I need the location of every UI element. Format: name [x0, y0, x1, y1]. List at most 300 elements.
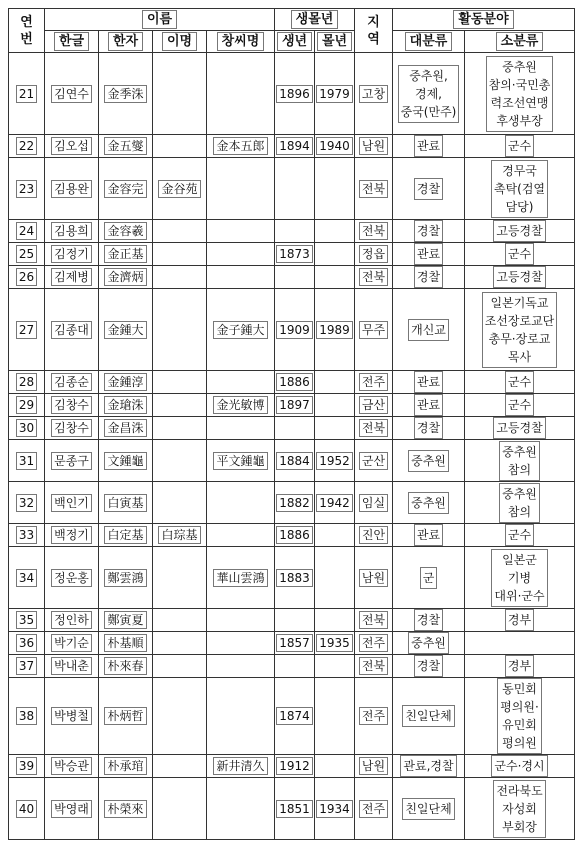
header-birth: 생년	[275, 31, 315, 53]
table-row	[9, 440, 575, 482]
table-row	[9, 371, 575, 394]
no-value: 28	[16, 373, 37, 391]
table-row	[9, 524, 575, 547]
cell-alias	[153, 755, 207, 778]
hangul-value: 정인하	[51, 611, 92, 629]
table-row	[9, 755, 575, 778]
cell-major	[393, 524, 465, 547]
hangul-value: 박병철	[51, 707, 92, 725]
major-value: 친일단체	[402, 705, 454, 727]
soshi-value: 新井清久	[213, 757, 267, 775]
birth-value: 1896	[276, 85, 313, 103]
no-value: 33	[16, 526, 37, 544]
cell-hangul	[45, 609, 99, 632]
cell-no	[9, 266, 45, 289]
cell-death	[315, 266, 355, 289]
cell-no	[9, 632, 45, 655]
cell-hanja	[99, 655, 153, 678]
cell-major	[393, 632, 465, 655]
region-value: 정읍	[359, 245, 388, 263]
cell-region	[355, 609, 393, 632]
minor-value: 군수·경시	[491, 755, 547, 777]
cell-no	[9, 53, 45, 135]
cell-hanja	[99, 243, 153, 266]
cell-birth	[275, 135, 315, 158]
hanja-value: 鄭寅夏	[104, 611, 146, 629]
cell-region	[355, 135, 393, 158]
document-page	[8, 8, 575, 840]
cell-birth	[275, 158, 315, 220]
region-value: 전북	[359, 222, 388, 240]
region-value: 진안	[359, 526, 388, 544]
header-soshi: 창씨명	[207, 31, 275, 53]
hangul-value: 김창수	[51, 396, 92, 414]
cell-alias	[153, 655, 207, 678]
minor-value: 고등경찰	[493, 220, 545, 242]
cell-major	[393, 440, 465, 482]
no-value: 36	[16, 634, 37, 652]
cell-hanja	[99, 524, 153, 547]
death-value: 1940	[316, 137, 353, 155]
birth-value: 1851	[276, 800, 313, 818]
header-hangul: 한글	[45, 31, 99, 53]
collaborator-table	[8, 8, 575, 840]
region-value: 전북	[359, 657, 388, 675]
no-value: 26	[16, 268, 37, 286]
cell-hanja	[99, 547, 153, 609]
hangul-value: 박내춘	[51, 657, 92, 675]
minor-value: 고등경찰	[493, 266, 545, 288]
hanja-value: 朴來春	[104, 657, 146, 675]
cell-minor	[465, 266, 575, 289]
cell-no	[9, 243, 45, 266]
cell-death	[315, 482, 355, 524]
cell-minor	[465, 440, 575, 482]
cell-soshi	[207, 632, 275, 655]
cell-no	[9, 778, 45, 840]
hangul-value: 백인기	[51, 494, 92, 512]
cell-soshi	[207, 547, 275, 609]
cell-birth	[275, 547, 315, 609]
minor-value: 군수	[505, 243, 534, 265]
birth-value: 1873	[276, 245, 313, 263]
minor-value: 군수	[505, 394, 534, 416]
cell-birth	[275, 417, 315, 440]
cell-birth	[275, 289, 315, 371]
table-row	[9, 678, 575, 755]
cell-minor	[465, 394, 575, 417]
major-value: 관료,경찰	[400, 755, 456, 777]
soshi-value: 金光敏博	[213, 396, 267, 414]
cell-soshi	[207, 440, 275, 482]
hanja-value: 白定基	[104, 526, 146, 544]
cell-region	[355, 53, 393, 135]
cell-hanja	[99, 371, 153, 394]
hangul-value: 김종순	[51, 373, 92, 391]
cell-alias	[153, 547, 207, 609]
no-value: 31	[16, 452, 37, 470]
cell-birth	[275, 266, 315, 289]
major-value: 관료	[414, 394, 443, 416]
hanja-value: 金鍾大	[104, 321, 146, 339]
region-value: 무주	[359, 321, 388, 339]
region-value: 임실	[359, 494, 388, 512]
cell-major	[393, 655, 465, 678]
cell-birth	[275, 482, 315, 524]
cell-minor	[465, 609, 575, 632]
header-field-group: 활동분야	[393, 9, 575, 31]
cell-hangul	[45, 394, 99, 417]
birth-value: 1909	[276, 321, 313, 339]
cell-no	[9, 158, 45, 220]
cell-soshi	[207, 243, 275, 266]
cell-minor	[465, 547, 575, 609]
minor-value: 고등경찰	[493, 417, 545, 439]
header-minor: 소분류	[465, 31, 575, 53]
cell-region	[355, 678, 393, 755]
death-value: 1979	[316, 85, 353, 103]
cell-no	[9, 547, 45, 609]
cell-death	[315, 547, 355, 609]
major-value: 경찰	[414, 266, 443, 288]
header-death: 몰년	[315, 31, 355, 53]
hanja-value: 金昌洙	[104, 419, 146, 437]
cell-death	[315, 655, 355, 678]
hanja-value: 朴炳哲	[104, 707, 146, 725]
cell-hanja	[99, 440, 153, 482]
cell-minor	[465, 371, 575, 394]
cell-no	[9, 655, 45, 678]
cell-region	[355, 289, 393, 371]
header-name-group: 이름	[45, 9, 275, 31]
cell-death	[315, 289, 355, 371]
table-row	[9, 417, 575, 440]
cell-minor	[465, 158, 575, 220]
no-value: 29	[16, 396, 37, 414]
major-value: 중추원	[408, 632, 449, 654]
major-value: 개신교	[408, 319, 449, 341]
cell-death	[315, 220, 355, 243]
cell-hanja	[99, 266, 153, 289]
cell-death	[315, 440, 355, 482]
cell-minor	[465, 755, 575, 778]
no-value: 40	[16, 800, 37, 818]
cell-hangul	[45, 778, 99, 840]
major-value: 경찰	[414, 609, 443, 631]
major-value: 경찰	[414, 220, 443, 242]
region-value: 전주	[359, 634, 388, 652]
hangul-value: 문종구	[51, 452, 92, 470]
cell-hanja	[99, 220, 153, 243]
cell-region	[355, 158, 393, 220]
cell-minor	[465, 220, 575, 243]
cell-alias	[153, 417, 207, 440]
cell-soshi	[207, 609, 275, 632]
cell-region	[355, 655, 393, 678]
major-value: 관료	[414, 371, 443, 393]
birth-value: 1874	[276, 707, 313, 725]
cell-major	[393, 755, 465, 778]
hangul-value: 김연수	[51, 85, 92, 103]
cell-death	[315, 778, 355, 840]
cell-hangul	[45, 417, 99, 440]
cell-region	[355, 266, 393, 289]
region-value: 남원	[359, 757, 388, 775]
cell-soshi	[207, 678, 275, 755]
cell-hanja	[99, 678, 153, 755]
cell-major	[393, 609, 465, 632]
death-value: 1989	[316, 321, 353, 339]
cell-death	[315, 524, 355, 547]
cell-hanja	[99, 609, 153, 632]
cell-alias	[153, 778, 207, 840]
cell-no	[9, 440, 45, 482]
cell-death	[315, 158, 355, 220]
table-row	[9, 778, 575, 840]
cell-hanja	[99, 417, 153, 440]
birth-value: 1912	[276, 757, 313, 775]
death-value: 1952	[316, 452, 353, 470]
minor-value: 전라북도 자성회 부회장	[493, 780, 545, 838]
cell-region	[355, 243, 393, 266]
cell-minor	[465, 243, 575, 266]
cell-no	[9, 371, 45, 394]
cell-soshi	[207, 394, 275, 417]
table-row	[9, 289, 575, 371]
cell-birth	[275, 609, 315, 632]
cell-soshi	[207, 135, 275, 158]
cell-alias	[153, 440, 207, 482]
minor-value: 동민회 평의원· 유민회 평의원	[497, 678, 542, 754]
hangul-value: 김용완	[51, 180, 92, 198]
major-value: 친일단체	[402, 798, 454, 820]
no-value: 22	[16, 137, 37, 155]
hanja-value: 朴承琯	[104, 757, 146, 775]
soshi-value: 平文鍾龜	[213, 452, 267, 470]
cell-region	[355, 220, 393, 243]
death-value: 1934	[316, 800, 353, 818]
no-value: 30	[16, 419, 37, 437]
region-value: 전북	[359, 268, 388, 286]
cell-hangul	[45, 158, 99, 220]
minor-value: 중추원 참의	[499, 441, 540, 481]
cell-hangul	[45, 755, 99, 778]
major-value: 경찰	[414, 178, 443, 200]
cell-birth	[275, 243, 315, 266]
cell-no	[9, 524, 45, 547]
cell-soshi	[207, 220, 275, 243]
cell-alias	[153, 524, 207, 547]
major-value: 군	[420, 567, 438, 589]
cell-region	[355, 632, 393, 655]
hanja-value: 白寅基	[104, 494, 146, 512]
cell-no	[9, 482, 45, 524]
no-value: 37	[16, 657, 37, 675]
cell-minor	[465, 678, 575, 755]
hanja-value: 金容完	[104, 180, 146, 198]
cell-hanja	[99, 482, 153, 524]
cell-major	[393, 547, 465, 609]
no-value: 24	[16, 222, 37, 240]
region-value: 전주	[359, 800, 388, 818]
cell-soshi	[207, 655, 275, 678]
cell-hangul	[45, 655, 99, 678]
cell-death	[315, 632, 355, 655]
cell-major	[393, 220, 465, 243]
region-value: 고창	[359, 85, 388, 103]
cell-no	[9, 394, 45, 417]
hangul-value: 김정기	[51, 245, 92, 263]
hangul-value: 김제병	[51, 268, 92, 286]
minor-value: 일본기독교 조선장로교단 총무·장로교 목사	[482, 292, 558, 368]
cell-major	[393, 417, 465, 440]
hangul-value: 김종대	[51, 321, 92, 339]
header-life-group: 생몰년	[275, 9, 355, 31]
birth-value: 1886	[276, 526, 313, 544]
cell-birth	[275, 220, 315, 243]
cell-major	[393, 394, 465, 417]
cell-alias	[153, 220, 207, 243]
cell-major	[393, 289, 465, 371]
cell-no	[9, 609, 45, 632]
minor-value: 군수	[505, 371, 534, 393]
region-value: 전북	[359, 611, 388, 629]
hanja-value: 金瑲洙	[104, 396, 146, 414]
hanja-value: 金五燮	[104, 137, 146, 155]
table-row	[9, 135, 575, 158]
hangul-value: 백정기	[51, 526, 92, 544]
header-hanja: 한자	[99, 31, 153, 53]
hanja-value: 鄭雲鴻	[104, 569, 146, 587]
table-row	[9, 632, 575, 655]
cell-major	[393, 135, 465, 158]
cell-region	[355, 417, 393, 440]
cell-alias	[153, 158, 207, 220]
hanja-value: 朴基順	[104, 634, 146, 652]
cell-death	[315, 135, 355, 158]
cell-minor	[465, 289, 575, 371]
cell-major	[393, 53, 465, 135]
cell-hanja	[99, 53, 153, 135]
no-value: 34	[16, 569, 37, 587]
cell-hangul	[45, 220, 99, 243]
table-row	[9, 243, 575, 266]
table-body	[9, 53, 575, 840]
region-value: 전북	[359, 180, 388, 198]
cell-alias	[153, 135, 207, 158]
birth-value: 1882	[276, 494, 313, 512]
header-region: 지 역	[355, 9, 393, 53]
table-row	[9, 266, 575, 289]
region-value: 전북	[359, 419, 388, 437]
cell-birth	[275, 394, 315, 417]
no-value: 38	[16, 707, 37, 725]
cell-region	[355, 547, 393, 609]
cell-alias	[153, 678, 207, 755]
cell-region	[355, 524, 393, 547]
soshi-value: 華山雲鴻	[213, 569, 267, 587]
major-value: 관료	[414, 243, 443, 265]
cell-death	[315, 53, 355, 135]
cell-hangul	[45, 632, 99, 655]
alias-value: 金谷苑	[158, 180, 200, 198]
major-value: 관료	[414, 135, 443, 157]
cell-hanja	[99, 778, 153, 840]
cell-region	[355, 482, 393, 524]
soshi-value: 金本五郎	[213, 137, 267, 155]
no-value: 23	[16, 180, 37, 198]
major-value: 경찰	[414, 655, 443, 677]
birth-value: 1857	[276, 634, 313, 652]
cell-birth	[275, 778, 315, 840]
cell-alias	[153, 371, 207, 394]
cell-hangul	[45, 53, 99, 135]
minor-value: 군수	[505, 524, 534, 546]
table-row	[9, 609, 575, 632]
cell-minor	[465, 417, 575, 440]
cell-no	[9, 678, 45, 755]
minor-value: 경부	[505, 655, 534, 677]
cell-minor	[465, 135, 575, 158]
cell-hanja	[99, 632, 153, 655]
region-value: 남원	[359, 569, 388, 587]
hangul-value: 박기순	[51, 634, 92, 652]
cell-birth	[275, 53, 315, 135]
cell-soshi	[207, 53, 275, 135]
cell-birth	[275, 524, 315, 547]
birth-value: 1886	[276, 373, 313, 391]
cell-soshi	[207, 778, 275, 840]
hangul-value: 김오섭	[51, 137, 92, 155]
cell-region	[355, 440, 393, 482]
no-value: 21	[16, 85, 37, 103]
cell-soshi	[207, 371, 275, 394]
cell-minor	[465, 524, 575, 547]
cell-alias	[153, 482, 207, 524]
cell-major	[393, 371, 465, 394]
cell-death	[315, 243, 355, 266]
cell-major	[393, 482, 465, 524]
cell-hangul	[45, 243, 99, 266]
cell-soshi	[207, 417, 275, 440]
cell-soshi	[207, 158, 275, 220]
hanja-value: 金季洙	[104, 85, 146, 103]
major-value: 중추원, 경제, 중국(만주)	[398, 65, 460, 123]
minor-value: 중추원 참의	[499, 483, 540, 523]
cell-birth	[275, 655, 315, 678]
table-row	[9, 158, 575, 220]
minor-value: 중추원 참의·국민총 력조선연맹 후생부장	[486, 56, 554, 132]
cell-soshi	[207, 482, 275, 524]
hangul-value: 김창수	[51, 419, 92, 437]
cell-hanja	[99, 755, 153, 778]
hangul-value: 정운홍	[51, 569, 92, 587]
no-value: 32	[16, 494, 37, 512]
cell-death	[315, 417, 355, 440]
table-row	[9, 655, 575, 678]
minor-value: 경무국 촉탁(검열 담당)	[491, 160, 548, 218]
cell-hangul	[45, 524, 99, 547]
cell-no	[9, 220, 45, 243]
cell-hangul	[45, 135, 99, 158]
cell-death	[315, 371, 355, 394]
region-value: 남원	[359, 137, 388, 155]
region-value: 금산	[359, 396, 388, 414]
cell-minor	[465, 482, 575, 524]
cell-alias	[153, 266, 207, 289]
cell-major	[393, 243, 465, 266]
major-value: 관료	[414, 524, 443, 546]
